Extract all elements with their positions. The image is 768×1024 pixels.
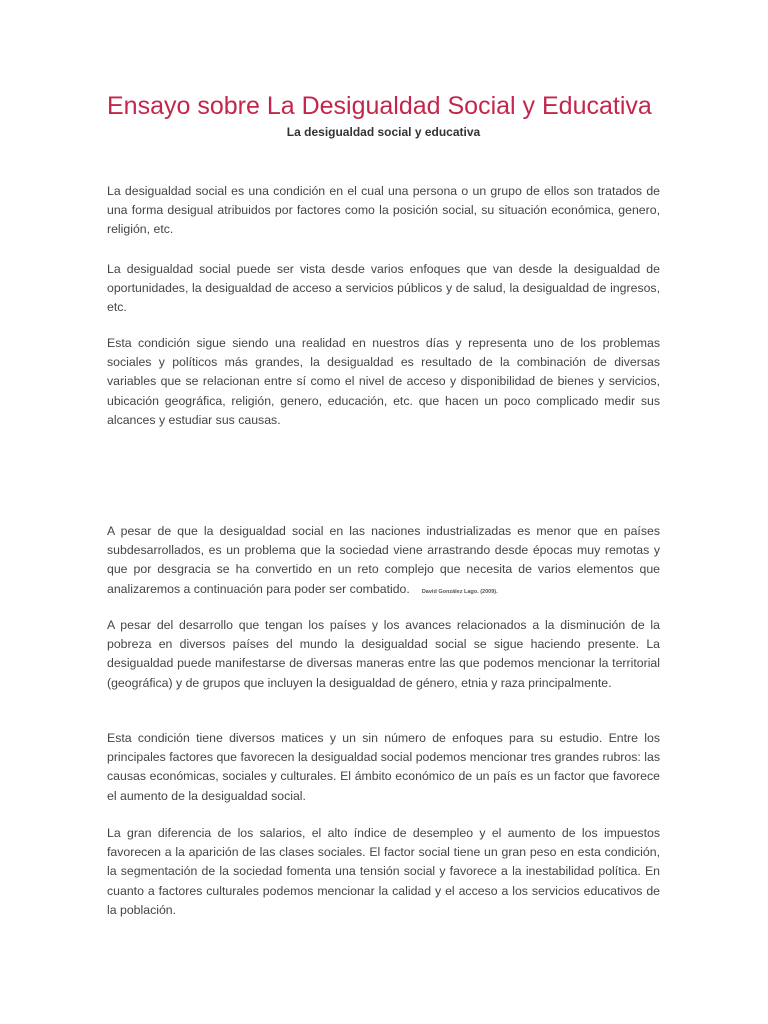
paragraph-4-text: A pesar de que la desigualdad social en las naciones industrializadas es menor que en países subdesarrollados, es un problema que la sociedad viene arrastrando desde épocas muy remotas y que por desgracia se ha convertido en un reto complejo que necesita de varios elementos que analizaremos a continuación para poder ser combatido. xyxy=(107,524,660,596)
paragraph-6: Esta condición tiene diversos matices y un sin número de enfoques para su estudio. Entre los principales factores que favorecen la desigualdad social podemos mencionar tres grandes rubros: las causas económicas, sociales y culturales. El ámbito económico de un país es un factor que favorece el aumento de la desigualdad social. xyxy=(107,731,660,803)
paragraph-3: Esta condición sigue siendo una realidad en nuestros días y representa uno de los problemas sociales y políticos más grandes, la desigualdad es resultado de la combinación de diversas variables que se relacionan entre sí como el nivel de acceso y disponibilidad de bienes y servicios, ubicación geográfica, religión, genero, educación, etc. que hacen un poco complicado medir sus alcances y estudiar sus causas. xyxy=(107,336,660,427)
paragraph-5: A pesar del desarrollo que tengan los países y los avances relacionados a la disminución de la pobreza en diversos países del mundo la desigualdad social se sigue haciendo presente. La desigualdad puede manifestarse de diversas maneras entre las que podemos mencionar la territorial (geográfica) y de grupos que incluyen la desigualdad de género, etnia y raza principalmente. xyxy=(107,618,660,690)
paragraph-7: La gran diferencia de los salarios, el alto índice de desempleo y el aumento de los impuestos favorecen a la aparición de las clases sociales. El factor social tiene un gran peso en esta condición, la segmentación de la sociedad fomenta una tensión social y favorece a la inestabilidad política. En cuanto a factores culturales podemos mencionar la calidad y el acceso a los servicios educativos de la población. xyxy=(107,826,660,917)
document-subtitle: La desigualdad social y educativa xyxy=(286,125,481,139)
paragraph-2: La desigualdad social puede ser vista desde varios enfoques que van desde la desigualdad de oportunidades, la desigualdad de acceso a servicios públicos y de salud, la desigualdad de ingresos, etc. xyxy=(107,262,660,315)
citation: David González Lago. (2009). xyxy=(421,588,498,595)
document-title: Ensayo sobre La Desigualdad Social y Educativa xyxy=(107,92,652,120)
paragraph-4 xyxy=(107,522,660,602)
paragraph-1: La desigualdad social es una condición en el cual una persona o un grupo de ellos son tratados de una forma desigual atribuidos por factores como la posición social, su situación económica, genero, religión, etc. xyxy=(107,184,660,237)
